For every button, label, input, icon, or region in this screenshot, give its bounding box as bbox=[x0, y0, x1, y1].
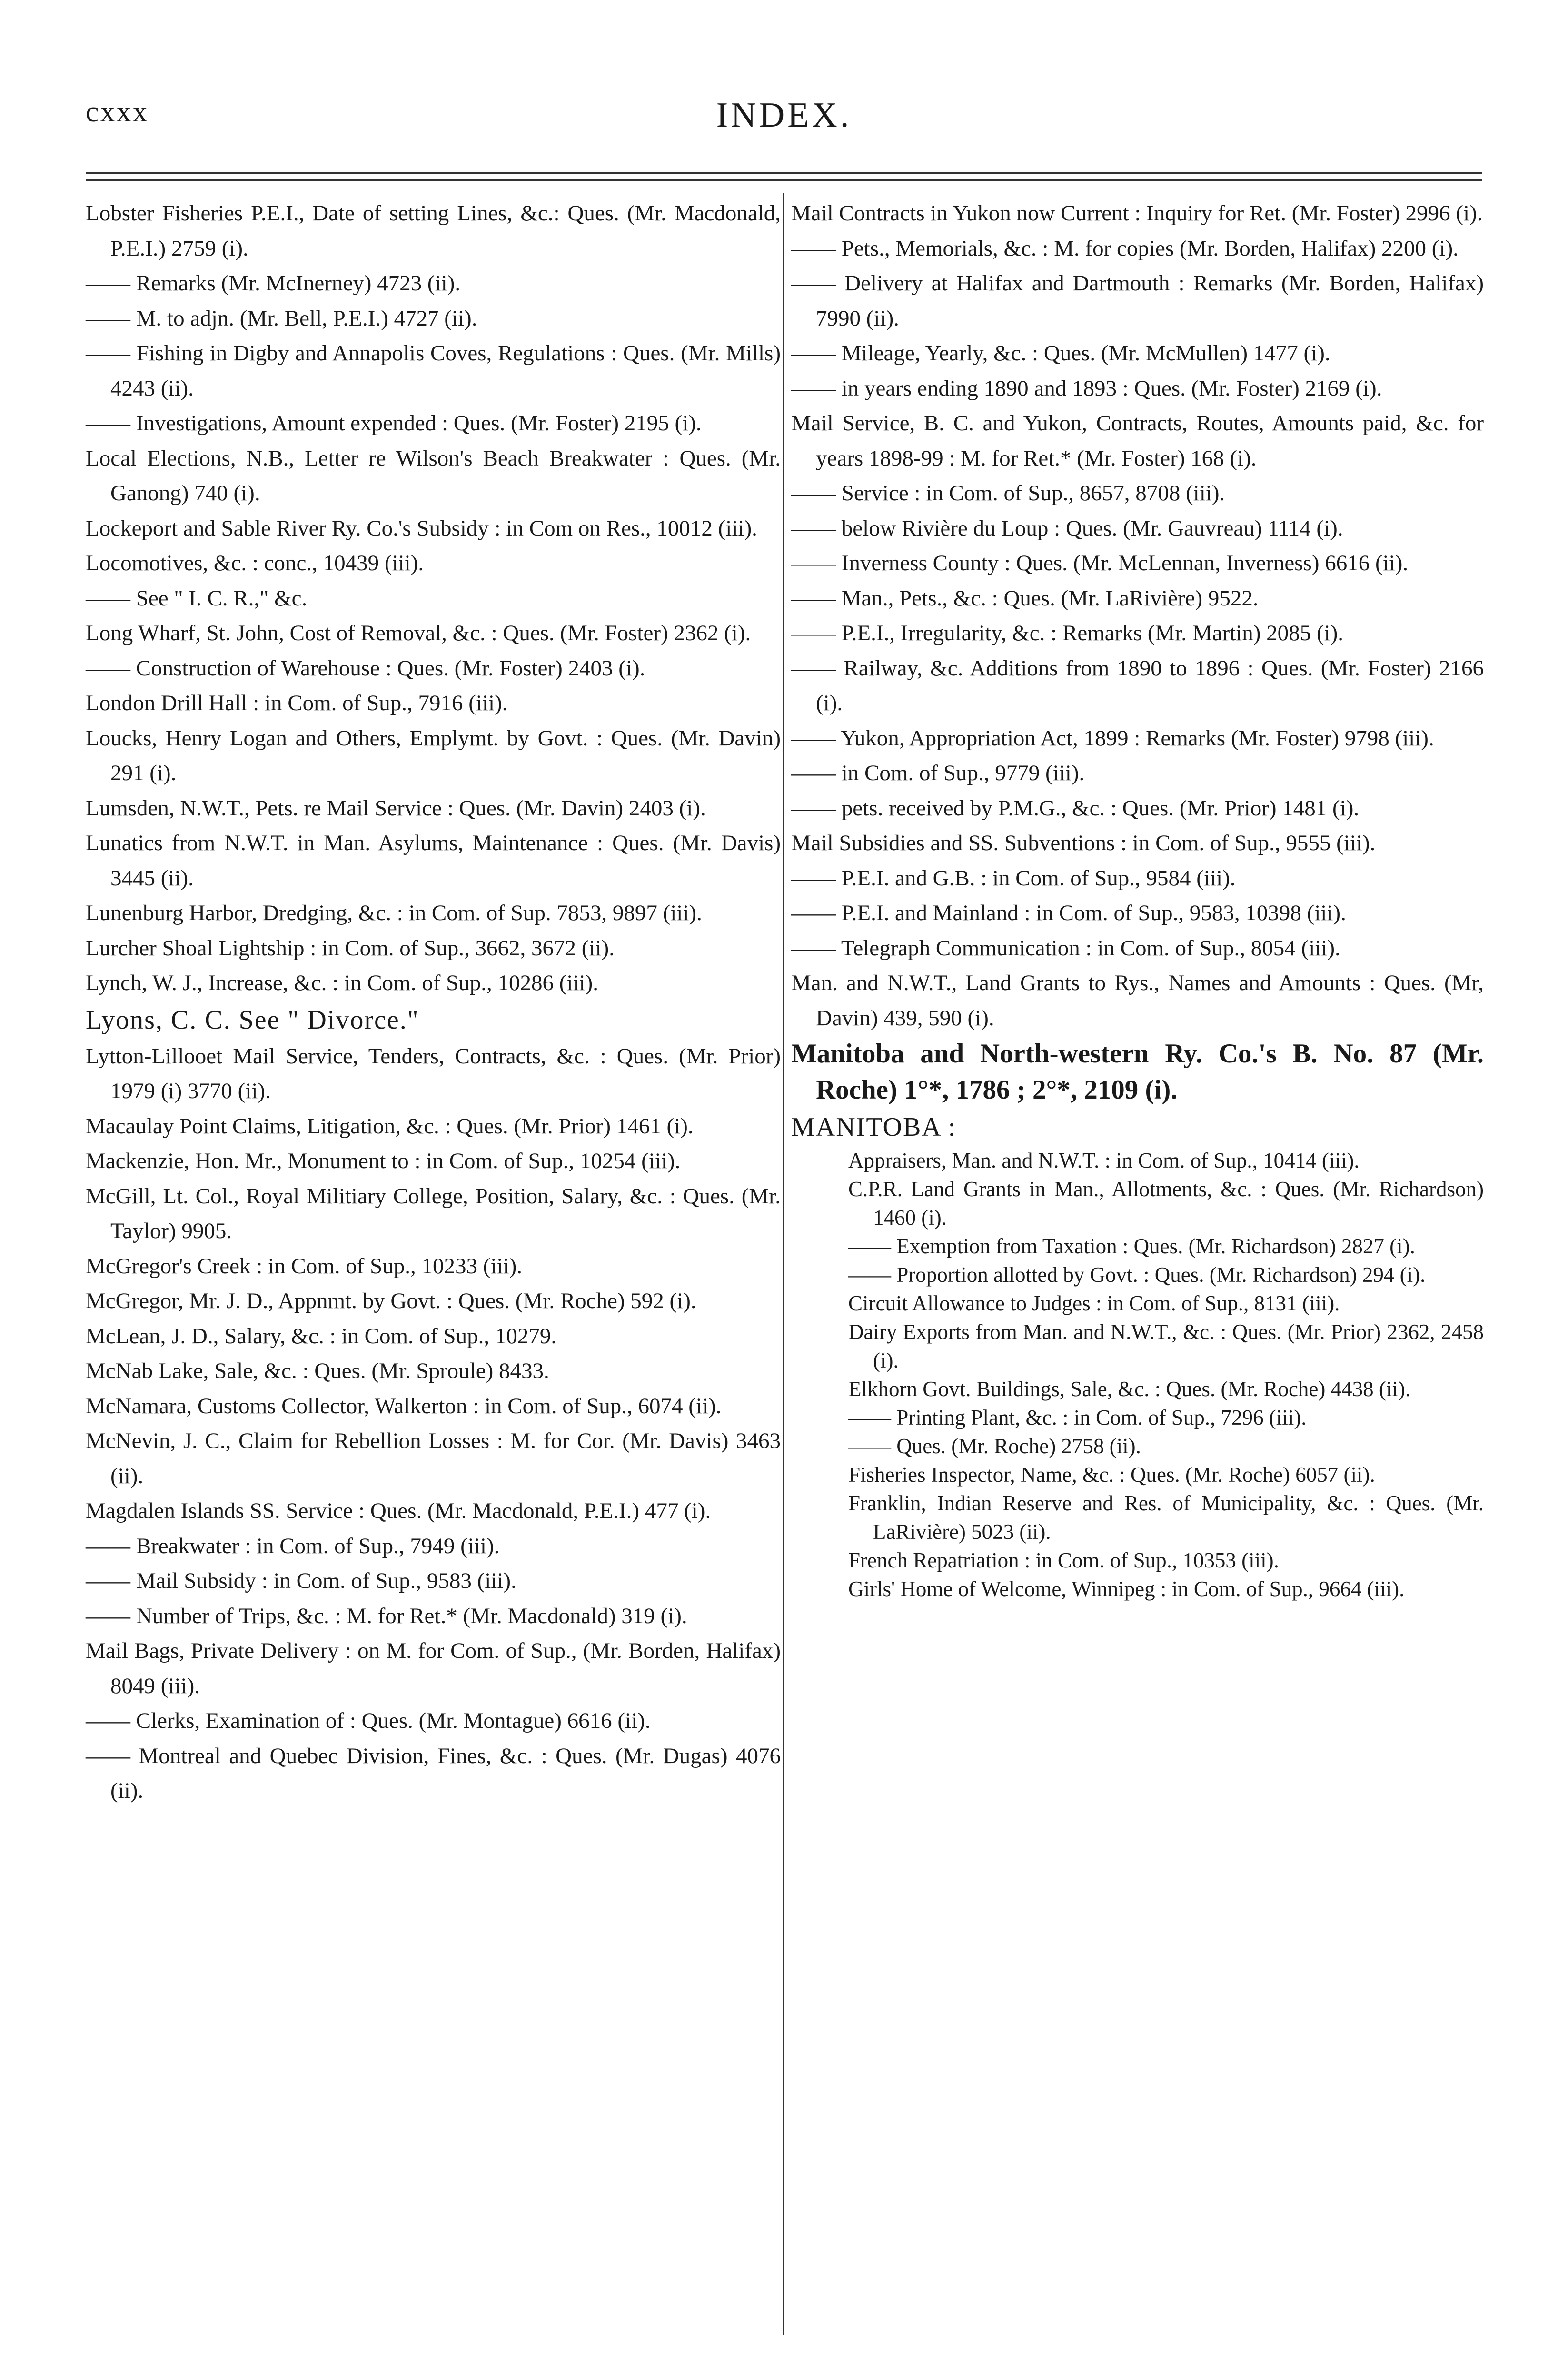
index-subentry: —— Printing Plant, &c. : in Com. of Sup., 7296 (iii). bbox=[848, 1406, 1307, 1429]
index-entry: Local Elections, N.B., Letter re Wilson's Beach Breakwater : Ques. (Mr. Ganong) 740 (i). bbox=[86, 446, 781, 506]
index-entry: Mail Contracts in Yukon now Current : Inquiry for Ret. (Mr. Foster) 2996 (i). bbox=[791, 201, 1483, 226]
index-entry-heading: Manitoba and North-western Ry. Co.'s B. No. 87 (Mr. Roche) 1°*, 1786 ; 2°*, 2109 (i). bbox=[791, 1039, 1484, 1105]
header-rule bbox=[86, 172, 1482, 181]
running-head bbox=[86, 95, 1482, 148]
index-subentry: —— Exemption from Taxation : Ques. (Mr. Richardson) 2827 (i). bbox=[848, 1234, 1415, 1258]
index-subentry: Appraisers, Man. and N.W.T. : in Com. of Sup., 10414 (iii). bbox=[848, 1149, 1360, 1172]
index-subentry: Fisheries Inspector, Name, &c. : Ques. (Mr. Roche) 6057 (ii). bbox=[848, 1463, 1375, 1487]
index-subentry: —— Proportion allotted by Govt. : Ques. (Mr. Richardson) 294 (i). bbox=[848, 1263, 1426, 1287]
index-entry: Lunenburg Harbor, Dredging, &c. : in Com. of Sup. 7853, 9897 (iii). bbox=[86, 901, 702, 925]
index-entry: Mail Bags, Private Delivery : on M. for Com. of Sup., (Mr. Borden, Halifax) 8049 (iii). bbox=[86, 1638, 781, 1698]
index-subentry: Dairy Exports from Man. and N.W.T., &c. : Ques. (Mr. Prior) 2362, 2458 (i). bbox=[848, 1320, 1484, 1372]
page-title: INDEX. bbox=[716, 96, 852, 135]
index-entry: London Drill Hall : in Com. of Sup., 7916 (iii). bbox=[86, 691, 508, 715]
index-entry: —— Montreal and Quebec Division, Fines, &c. : Ques. (Mr. Dugas) 4076 (ii). bbox=[86, 1743, 781, 1803]
index-entry: —— Investigations, Amount expended : Ques. (Mr. Foster) 2195 (i). bbox=[86, 411, 702, 436]
right-column bbox=[791, 196, 1484, 1603]
index-subentry: Franklin, Indian Reserve and Res. of Municipality, &c. : Ques. (Mr. LaRivière) 5023 (ii). bbox=[848, 1491, 1484, 1544]
index-entry: Macaulay Point Claims, Litigation, &c. : Ques. (Mr. Prior) 1461 (i). bbox=[86, 1113, 694, 1139]
index-subentry: Elkhorn Govt. Buildings, Sale, &c. : Ques. (Mr. Roche) 4438 (ii). bbox=[848, 1377, 1411, 1401]
section-heading-manitoba: MANITOBA : bbox=[791, 1112, 957, 1142]
index-entry: Man. and N.W.T., Land Grants to Rys., Names and Amounts : Ques. (Mr, Davin) 439, 590 (i). bbox=[791, 971, 1484, 1031]
index-entry: —— Mail Subsidy : in Com. of Sup., 9583 (iii). bbox=[86, 1568, 516, 1593]
index-entry: —— Yukon, Appropriation Act, 1899 : Remarks (Mr. Foster) 9798 (iii). bbox=[791, 725, 1434, 751]
index-entry: McGill, Lt. Col., Royal Militiary College, Position, Salary, &c. : Ques. (Mr. Taylor) 9905. bbox=[86, 1183, 781, 1243]
index-entry: —— Number of Trips, &c. : M. for Ret.* (Mr. Macdonald) 319 (i). bbox=[86, 1603, 687, 1628]
index-entry: —— M. to adjn. (Mr. Bell, P.E.I.) 4727 (ii). bbox=[86, 306, 477, 331]
index-entry: —— Remarks (Mr. McInerney) 4723 (ii). bbox=[86, 271, 461, 296]
index-entry: Lunatics from N.W.T. in Man. Asylums, Maintenance : Ques. (Mr. Davis) 3445 (ii). bbox=[86, 831, 781, 891]
index-subentry: French Repatriation : in Com. of Sup., 10353 (iii). bbox=[848, 1548, 1279, 1572]
index-entry: —— P.E.I. and Mainland : in Com. of Sup., 9583, 10398 (iii). bbox=[791, 901, 1346, 925]
index-entry: —— Man., Pets., &c. : Ques. (Mr. LaRivière) 9522. bbox=[791, 585, 1259, 611]
column-divider bbox=[783, 193, 784, 2335]
index-entry: McGregor's Creek : in Com. of Sup., 10233 (iii). bbox=[86, 1253, 523, 1279]
index-entry: —— Fishing in Digby and Annapolis Coves, Regulations : Ques. (Mr. Mills) 4243 (ii). bbox=[86, 341, 781, 401]
index-entry: —— Clerks, Examination of : Ques. (Mr. Montague) 6616 (ii). bbox=[86, 1708, 651, 1733]
index-entry: —— below Rivière du Loup : Ques. (Mr. Gauvreau) 1114 (i). bbox=[791, 516, 1343, 541]
index-entry: Loucks, Henry Logan and Others, Emplymt. by Govt. : Ques. (Mr. Davin) 291 (i). bbox=[86, 725, 781, 785]
index-entry: —— Railway, &c. Additions from 1890 to 1896 : Ques. (Mr. Foster) 2166 (i). bbox=[791, 655, 1484, 715]
index-entry-heading: Lyons, C. C. See " Divorce." bbox=[86, 1005, 419, 1035]
left-column bbox=[86, 196, 781, 1809]
index-entry: McNamara, Customs Collector, Walkerton : in Com. of Sup., 6074 (ii). bbox=[86, 1393, 722, 1418]
index-subentry: Circuit Allowance to Judges : in Com. of Sup., 8131 (iii). bbox=[848, 1291, 1340, 1315]
index-entry: McGregor, Mr. J. D., Appnmt. by Govt. : Ques. (Mr. Roche) 592 (i). bbox=[86, 1289, 696, 1313]
index-entry: Mail Subsidies and SS. Subventions : in Com. of Sup., 9555 (iii). bbox=[791, 831, 1376, 855]
index-entry: —— Delivery at Halifax and Dartmouth : Remarks (Mr. Borden, Halifax) 7990 (ii). bbox=[791, 271, 1484, 331]
index-entry: Lumsden, N.W.T., Pets. re Mail Service : Ques. (Mr. Davin) 2403 (i). bbox=[86, 795, 706, 821]
index-entry: Lynch, W. J., Increase, &c. : in Com. of Sup., 10286 (iii). bbox=[86, 971, 598, 995]
index-subentry: Girls' Home of Welcome, Winnipeg : in Com. of Sup., 9664 (iii). bbox=[848, 1577, 1405, 1601]
index-entry: Long Wharf, St. John, Cost of Removal, &c. : Ques. (Mr. Foster) 2362 (i). bbox=[86, 621, 751, 645]
index-entry: McNab Lake, Sale, &c. : Ques. (Mr. Sproule) 8433. bbox=[86, 1359, 549, 1383]
index-entry: Magdalen Islands SS. Service : Ques. (Mr. Macdonald, P.E.I.) 477 (i). bbox=[86, 1498, 711, 1523]
page-folio: cxxx bbox=[86, 96, 149, 128]
index-subentry: C.P.R. Land Grants in Man., Allotments, &c. : Ques. (Mr. Richardson) 1460 (i). bbox=[848, 1177, 1484, 1230]
index-entry: McLean, J. D., Salary, &c. : in Com. of Sup., 10279. bbox=[86, 1323, 557, 1349]
index-entry: —— Inverness County : Ques. (Mr. McLennan, Inverness) 6616 (ii). bbox=[791, 551, 1409, 575]
index-entry: —— in Com. of Sup., 9779 (iii). bbox=[791, 761, 1085, 785]
index-entry: McNevin, J. C., Claim for Rebellion Losses : M. for Cor. (Mr. Davis) 3463 (ii). bbox=[86, 1428, 781, 1488]
index-entry: Lockeport and Sable River Ry. Co.'s Subsidy : in Com on Res., 10012 (iii). bbox=[86, 516, 757, 541]
index-entry: —— P.E.I., Irregularity, &c. : Remarks (Mr. Martin) 2085 (i). bbox=[791, 621, 1343, 645]
index-entry: —— in years ending 1890 and 1893 : Ques. (Mr. Foster) 2169 (i). bbox=[791, 376, 1382, 401]
index-entry: Lobster Fisheries P.E.I., Date of setting Lines, &c.: Ques. (Mr. Macdonald, P.E.I.) 2759 (i). bbox=[86, 201, 781, 261]
index-entry: —— P.E.I. and G.B. : in Com. of Sup., 9584 (iii). bbox=[791, 865, 1236, 891]
index-entry: —— Mileage, Yearly, &c. : Ques. (Mr. McMullen) 1477 (i). bbox=[791, 341, 1330, 366]
index-entry: Mail Service, B. C. and Yukon, Contracts, Routes, Amounts paid, &c. for years 1898-99 : M. for Ret.* (Mr. Foster) 168 (i). bbox=[791, 411, 1484, 471]
index-entry: Mackenzie, Hon. Mr., Monument to : in Com. of Sup., 10254 (iii). bbox=[86, 1149, 681, 1173]
index-entry: —— Telegraph Communication : in Com. of Sup., 8054 (iii). bbox=[791, 935, 1340, 961]
index-entry: Lurcher Shoal Lightship : in Com. of Sup., 3662, 3672 (ii). bbox=[86, 935, 615, 961]
index-subentry: —— Ques. (Mr. Roche) 2758 (ii). bbox=[848, 1434, 1141, 1458]
index-entry: —— Construction of Warehouse : Ques. (Mr. Foster) 2403 (i). bbox=[86, 655, 645, 681]
index-entry: Lytton-Lillooet Mail Service, Tenders, Contracts, &c. : Ques. (Mr. Prior) 1979 (i) 3770 (ii). bbox=[86, 1043, 781, 1103]
index-entry: —— pets. received by P.M.G., &c. : Ques. (Mr. Prior) 1481 (i). bbox=[791, 795, 1360, 821]
index-entry: Locomotives, &c. : conc., 10439 (iii). bbox=[86, 551, 424, 575]
index-entry: —— Service : in Com. of Sup., 8657, 8708 (iii). bbox=[791, 481, 1225, 506]
index-entry: —— Pets., Memorials, &c. : M. for copies (Mr. Borden, Halifax) 2200 (i). bbox=[791, 236, 1459, 261]
index-entry: —— See " I. C. R.," &c. bbox=[86, 585, 308, 611]
index-entry: —— Breakwater : in Com. of Sup., 7949 (iii). bbox=[86, 1533, 500, 1558]
